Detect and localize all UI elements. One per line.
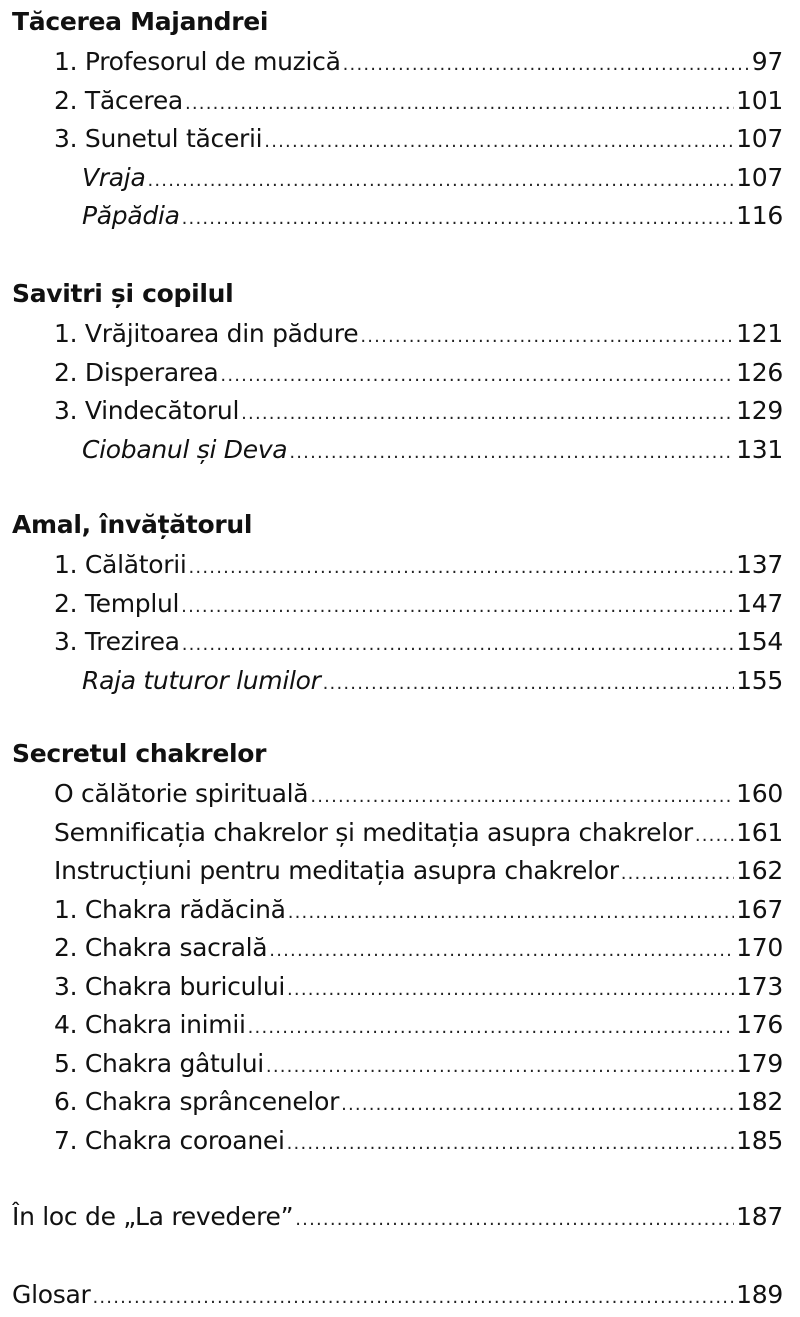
entry-title: 6. Chakra sprâncenelor [54, 1087, 340, 1116]
page-number: 131 [736, 434, 783, 464]
dot-leader [343, 46, 750, 84]
toc-entry[interactable] [54, 392, 783, 433]
dot-leader [621, 855, 734, 893]
page-number: 167 [736, 894, 783, 924]
entry-title: Ciobanul și Deva [82, 434, 288, 464]
dot-leader [288, 894, 734, 932]
toc-entry[interactable] [54, 1122, 783, 1163]
page-number: 170 [736, 933, 783, 962]
entry-title: 3. Trezirea [54, 627, 180, 656]
entry-title: 2. Tăcerea [54, 85, 183, 115]
toc-entry[interactable] [54, 120, 783, 161]
dot-leader [264, 123, 734, 161]
entry-title: Vraja [82, 162, 146, 192]
dot-leader [92, 1279, 734, 1317]
page-number: 179 [736, 1048, 783, 1078]
page-number: 129 [736, 396, 783, 425]
toc-entry[interactable] [54, 546, 783, 587]
dot-leader [341, 1086, 734, 1124]
dot-leader [182, 200, 735, 238]
entry-title: Păpădia [82, 201, 180, 230]
toc-entry[interactable] [54, 354, 783, 395]
entry-title: 3. Sunetul tăcerii [54, 124, 263, 153]
section-heading: Amal, învățătorul [12, 510, 253, 539]
entry-title: 1. Profesorul de muzică [54, 47, 341, 76]
page-number: 187 [736, 1202, 783, 1231]
toc-entry[interactable] [54, 852, 783, 893]
toc-entry[interactable] [54, 585, 783, 626]
entry-title: 2. Templul [54, 588, 180, 618]
toc-entry[interactable] [12, 1198, 783, 1239]
page-number: 176 [736, 1010, 783, 1039]
dot-leader [295, 1201, 734, 1239]
dot-leader [287, 971, 734, 1009]
toc-entry[interactable] [54, 968, 783, 1009]
entry-title: Semnificația chakrelor și meditația asupra chakrelor [54, 817, 693, 847]
toc-entry[interactable] [54, 775, 783, 816]
toc-entry[interactable] [54, 814, 783, 855]
dot-leader [269, 932, 734, 970]
section-heading: Secretul chakrelor [12, 739, 267, 768]
page-number: 185 [736, 1125, 783, 1155]
page-number: 162 [736, 856, 783, 885]
entry-title: Glosar [12, 1280, 91, 1309]
entry-title: 3. Chakra buricului [54, 971, 286, 1001]
toc-entry[interactable] [54, 1006, 783, 1047]
page-number: 182 [736, 1087, 783, 1116]
dot-leader [266, 1048, 734, 1086]
entry-title: 1. Vrăjitoarea din pădure [54, 319, 359, 348]
page-number: 147 [736, 588, 783, 618]
section-heading: Savitri și copilul [12, 279, 234, 308]
page-number: 161 [736, 817, 783, 847]
toc-entry[interactable] [82, 159, 783, 200]
section-heading: Tăcerea Majandrei [12, 7, 269, 36]
entry-title: În loc de „La revedere” [12, 1202, 294, 1231]
dot-leader [310, 778, 734, 816]
dot-leader [189, 549, 735, 587]
page-number: 160 [736, 779, 783, 808]
toc-entry[interactable] [54, 315, 783, 356]
entry-title: 2. Disperarea [54, 357, 219, 387]
toc-entry[interactable] [54, 1045, 783, 1086]
entry-title: 1. Călătorii [54, 550, 187, 579]
page-number: 137 [736, 550, 783, 579]
toc-entry[interactable] [54, 929, 783, 970]
entry-title: Raja tuturor lumilor [82, 665, 321, 695]
toc-entry[interactable] [54, 891, 783, 932]
entry-title: 4. Chakra inimii [54, 1010, 246, 1039]
entry-title: O călătorie spirituală [54, 779, 309, 808]
page-number: 121 [736, 319, 783, 348]
page-number: 97 [751, 47, 783, 76]
page-number: 116 [736, 201, 783, 230]
dot-leader [147, 162, 734, 200]
page-number: 189 [736, 1280, 783, 1309]
dot-leader [287, 1125, 735, 1163]
dot-leader [182, 626, 734, 664]
toc-entry[interactable] [54, 82, 783, 123]
entry-title: 1. Chakra rădăcină [54, 894, 286, 924]
entry-title: 2. Chakra sacrală [54, 933, 268, 962]
toc-entry[interactable] [82, 197, 783, 238]
toc-entry[interactable] [12, 1276, 783, 1317]
entry-title: 7. Chakra coroanei [54, 1125, 285, 1155]
toc-entry[interactable] [54, 623, 783, 664]
dot-leader [185, 85, 734, 123]
entry-title: 3. Vindecătorul [54, 396, 240, 425]
toc-entry[interactable] [54, 43, 783, 84]
page-number: 173 [736, 971, 783, 1001]
dot-leader [360, 318, 734, 356]
dot-leader [695, 817, 734, 855]
dot-leader [248, 1009, 735, 1047]
page-number: 107 [736, 162, 783, 192]
dot-leader [220, 357, 734, 395]
dot-leader [181, 588, 734, 626]
toc-entry[interactable] [82, 662, 783, 703]
entry-title: 5. Chakra gâtului [54, 1048, 264, 1078]
entry-title: Instrucțiuni pentru meditația asupra chakrelor [54, 856, 619, 885]
page-number: 155 [736, 665, 783, 695]
page-number: 101 [736, 85, 783, 115]
page-number: 154 [736, 627, 783, 656]
dot-leader [289, 434, 734, 472]
page-number: 107 [736, 124, 783, 153]
dot-leader [241, 395, 734, 433]
page-number: 126 [736, 357, 783, 387]
dot-leader [323, 665, 735, 703]
toc-entry[interactable] [82, 431, 783, 472]
toc-entry[interactable] [54, 1083, 783, 1124]
